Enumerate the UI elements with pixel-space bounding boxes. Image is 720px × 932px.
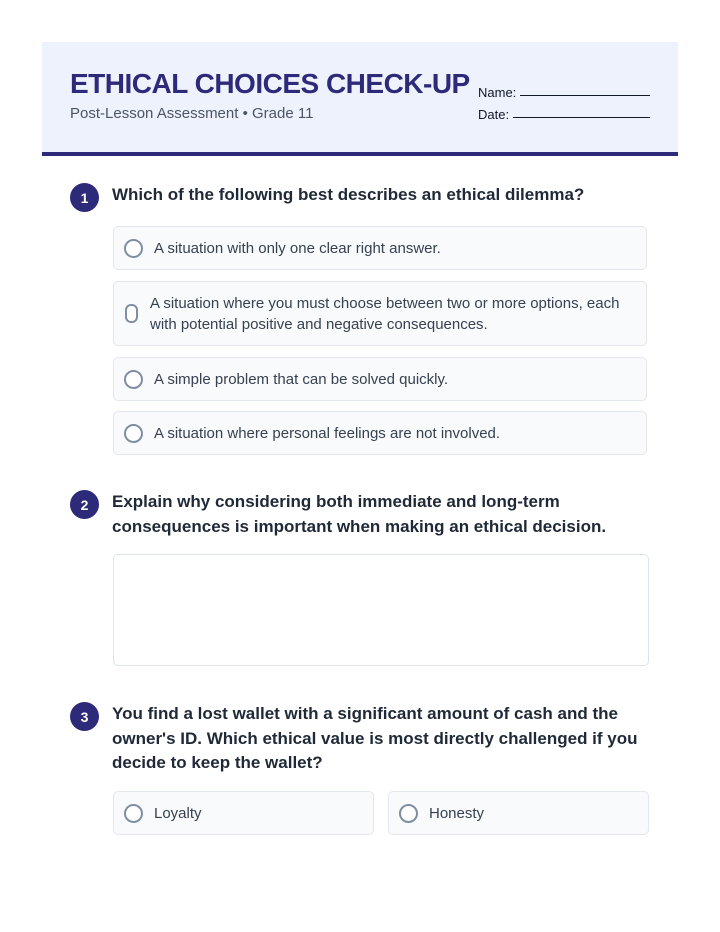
question-number-badge: 2 [70,490,99,519]
name-line[interactable] [520,95,650,96]
option-label: Loyalty [154,804,202,822]
radio-icon[interactable] [124,424,143,443]
option-label: A simple problem that can be solved quickly. [154,370,449,388]
name-field[interactable] [478,78,650,100]
option-honesty[interactable] [388,791,649,835]
option-no-personal-feelings[interactable] [113,411,647,455]
student-fields [478,78,650,122]
date-label: Date: [478,107,510,122]
answer-textarea[interactable] [113,554,649,666]
option-choose-between-options[interactable] [113,281,647,346]
option-loyalty[interactable] [113,791,374,835]
question-text: You find a lost wallet with a significant amount of cash and the owner's ID. Which ethical value is most directly challenged if you decide to keep the wallet? [112,704,638,772]
option-one-clear-answer[interactable] [113,226,647,270]
option-label: A situation where personal feelings are not involved. [154,424,501,442]
radio-icon[interactable] [124,370,143,389]
option-label: A situation where you must choose between two or more options, each with potential positive and negative consequences. [150,294,620,333]
radio-icon[interactable] [125,304,138,323]
date-line[interactable] [513,117,650,118]
question-number-badge: 3 [70,702,99,731]
name-label: Name: [478,85,517,100]
question-number-badge: 1 [70,183,99,212]
date-field[interactable] [478,100,650,122]
radio-icon[interactable] [124,239,143,258]
question-text: Explain why considering both immediate and long-term consequences is important when making an ethical decision. [112,492,607,536]
option-label: Honesty [429,804,485,822]
radio-icon[interactable] [124,804,143,823]
worksheet-header [42,42,678,156]
page-subtitle: Post-Lesson Assessment • Grade 11 [70,105,314,122]
question-text: Which of the following best describes an ethical dilemma? [112,185,585,204]
radio-icon[interactable] [399,804,418,823]
option-simple-problem[interactable] [113,357,647,401]
page-title: ETHICAL CHOICES CHECK-UP [70,68,470,99]
option-label: A situation with only one clear right answer. [154,239,441,257]
